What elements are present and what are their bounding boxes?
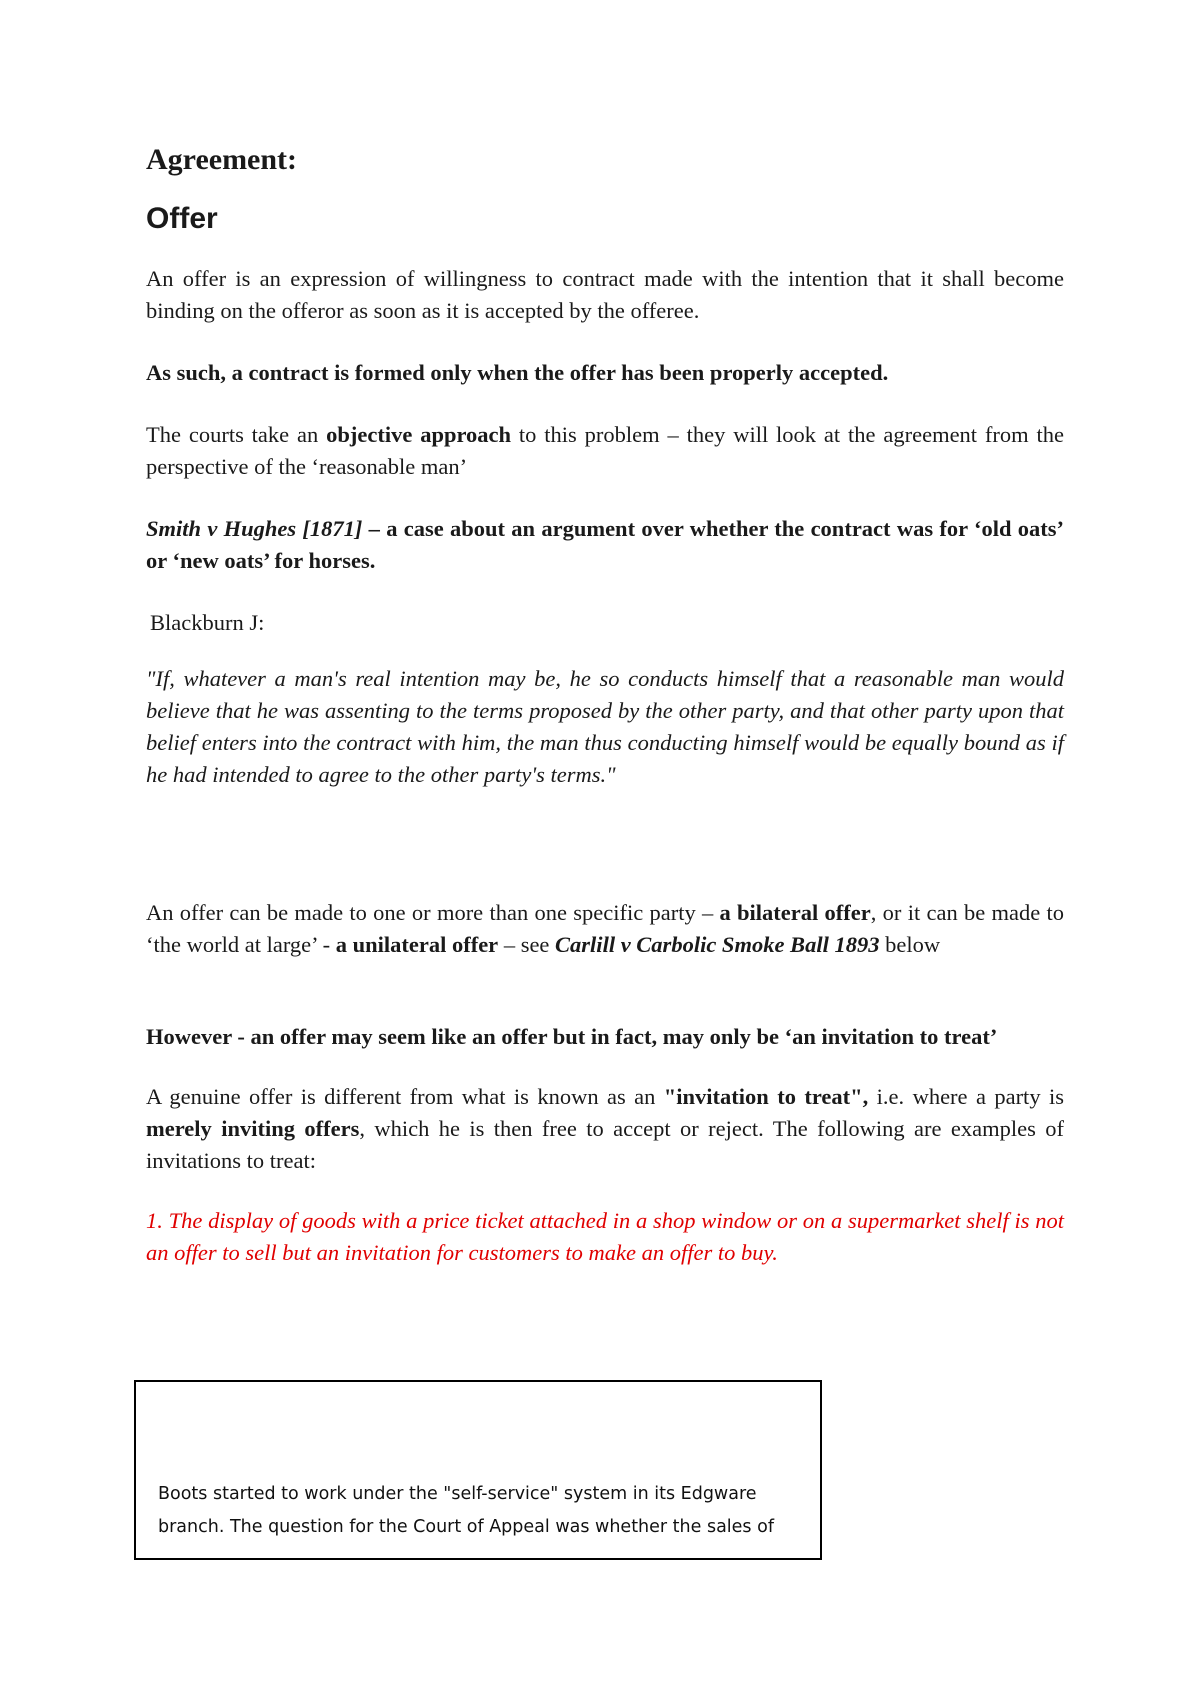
text-run: i.e. where a party is xyxy=(868,1084,1064,1109)
judicial-quote: "If, whatever a man's real intention may be, he so conducts himself that a reasonable man would believe that he was assenting to the terms proposed by the other party, and that other party upon that belief enters into the contract with him, the man thus conducting himself would be equally bound as if he had intended to agree to the other party's terms." xyxy=(146,666,1064,787)
text-run: The courts take an xyxy=(146,422,327,447)
text-run: , or it can be made to ‘the world at large’ - xyxy=(146,900,1064,957)
paragraph-bilateral-unilateral xyxy=(146,897,1064,961)
paragraph-smith-v-hughes xyxy=(146,513,1064,577)
paragraph-however: However - an offer may seem like an offer but in fact, may only be ‘an invitation to treat’ xyxy=(146,1024,998,1049)
page-title: Agreement: xyxy=(146,143,298,176)
text-run: to this problem – they will look at the agreement from the perspective of the ‘reasonable man’ xyxy=(146,422,1064,479)
paragraph-contract-formed: As such, a contract is formed only when the offer has been properly accepted. xyxy=(146,360,889,385)
case-citation: Smith v Hughes [1871] xyxy=(146,516,363,541)
bold-term: objective approach xyxy=(326,422,512,447)
text-run: – a case about an argument over whether the contract was for ‘old oats’ or ‘new oats’ for horses. xyxy=(146,516,1064,573)
bold-term: merely inviting offers xyxy=(146,1116,360,1141)
document-body xyxy=(146,142,1064,1269)
paragraph-invitation-to-treat xyxy=(146,1081,1064,1177)
case-box-text: Boots started to work under the "self-service" system in its Edgware branch. The question for the Court of Appeal was whether the sales of xyxy=(158,1484,774,1537)
text-run: – see xyxy=(498,932,556,957)
bold-term: a bilateral offer xyxy=(719,900,871,925)
text-run: below xyxy=(879,932,941,957)
paragraph-objective-approach xyxy=(146,419,1064,483)
case-text-box xyxy=(134,1380,822,1560)
text-run: An offer can be made to one or more than one specific party – xyxy=(146,900,720,925)
paragraph-display-of-goods: 1. The display of goods with a price ticket attached in a shop window or on a supermarket shelf is not an offer to sell but an invitation for customers to make an offer to buy. xyxy=(146,1208,1064,1265)
bold-term: a unilateral offer xyxy=(335,932,499,957)
section-heading-offer: Offer xyxy=(146,202,218,235)
case-citation: Carlill v Carbolic Smoke Ball 1893 xyxy=(555,932,880,957)
bold-term: "invitation to treat", xyxy=(663,1084,869,1109)
judge-label: Blackburn J: xyxy=(150,610,265,635)
paragraph-offer-definition: An offer is an expression of willingness to contract made with the intention that it shall become binding on the offeror as soon as it is accepted by the offeree. xyxy=(146,266,1064,323)
text-run: A genuine offer is different from what is known as an xyxy=(146,1084,664,1109)
text-run: , which he is then free to accept or reject. The following are examples of invitations to treat: xyxy=(146,1116,1064,1173)
